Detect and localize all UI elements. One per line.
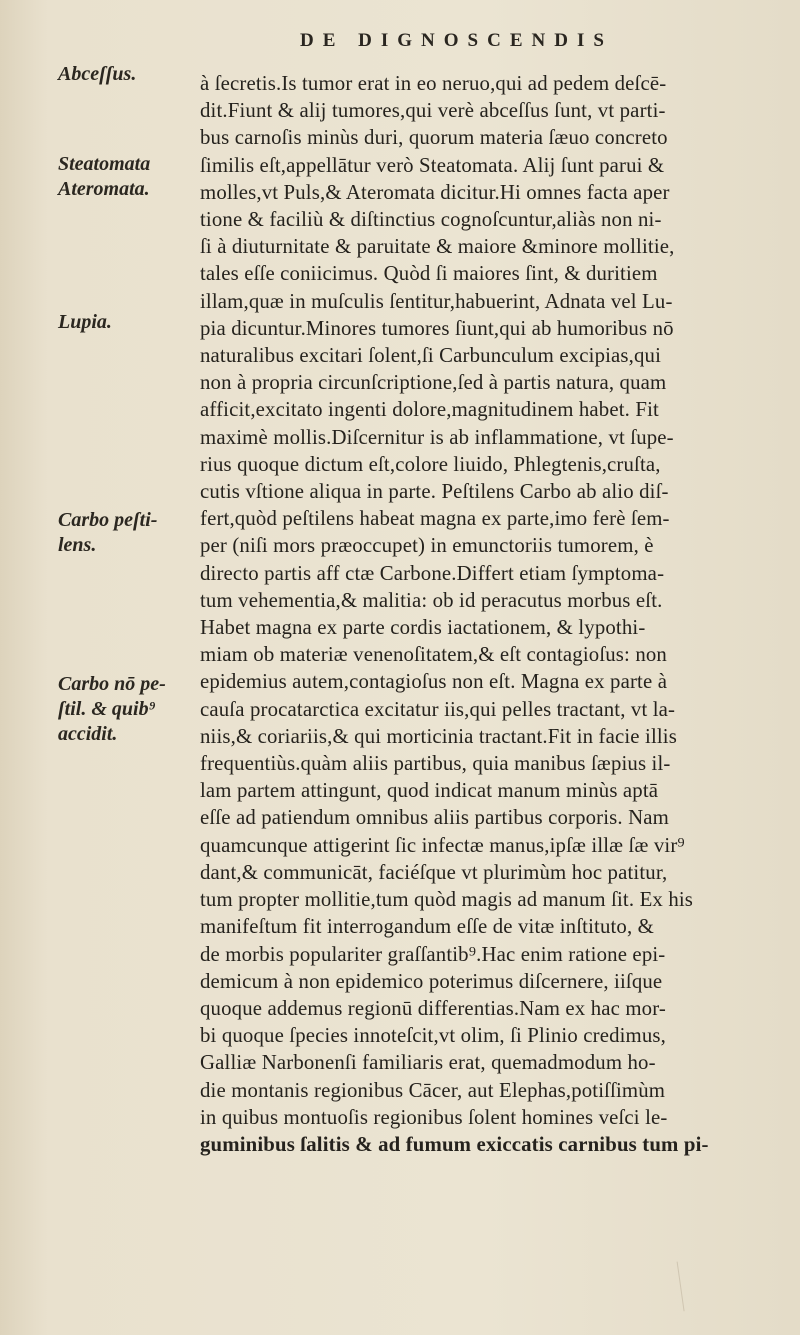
paper-crease bbox=[677, 1259, 705, 1311]
text-line: cauſa procatarctica excitatur iis,qui pelles tractant, vt la- bbox=[200, 697, 676, 721]
text-line: dant,& communicāt, faciéſque vt plurimùm hoc patitur, bbox=[200, 860, 668, 884]
text-line: rius quoque dictum eſt,colore liuido, Phlegtenis,cruſta, bbox=[200, 452, 661, 476]
running-head: DE DIGNOSCENDIS bbox=[300, 30, 613, 51]
margin-note-steatomata: Steatomata Ateromata. bbox=[58, 153, 151, 200]
text-line: eſſe ad patiendum omnibus aliis partibus corporis. Nam bbox=[200, 806, 670, 830]
text-line: cutis vſtione aliqua in parte. Peſtilens Carbo ab alio diſ- bbox=[200, 480, 669, 504]
text-line: ſimilis eſt,appellātur verò Steatomata. Alij ſunt parui & bbox=[200, 153, 665, 177]
text-line: bus carnoſis minùs duri, quorum materia ſæuo concreto bbox=[200, 126, 668, 150]
text-line: pia dicuntur.Minores tumores ſiunt,qui ab humoribus nō bbox=[200, 316, 674, 340]
text-line: dit.Fiunt & alij tumores,qui verè abceſſus ſunt, vt parti- bbox=[200, 99, 666, 123]
text-line: frequentiùs.quàm aliis partibus, quia manibus ſæpius il- bbox=[200, 752, 671, 776]
margin-notes bbox=[0, 0, 190, 1335]
text-line: illam,quæ in muſculis ſentitur,habuerint, Adnata vel Lu- bbox=[200, 289, 673, 313]
margin-note-carbo-non-pestilens: Carbo nō pe- ſtil. & quib⁹ accidit. bbox=[58, 673, 166, 745]
text-line: ſi à diuturnitate & paruitate & maiore &minore mollitie, bbox=[200, 235, 675, 259]
text-line: afficit,excitato ingenti dolore,magnitudinem habet. Fit bbox=[200, 398, 659, 422]
text-line: directo partis aff ctæ Carbone.Differt etiam ſymptoma- bbox=[200, 561, 665, 585]
text-line: de morbis populariter graſſantib⁹.Hac enim ratione epi- bbox=[200, 942, 666, 966]
margin-note-lupia: Lupia. bbox=[58, 311, 112, 333]
text-line: demicum à non epidemico poterimus diſcernere, iiſque bbox=[200, 969, 663, 993]
text-line: per (niſi mors præoccupet) in emunctoriis tumorem, è bbox=[200, 534, 654, 558]
text-line: miam ob materiæ venenoſitatem,& eſt contagioſus: non bbox=[200, 643, 667, 667]
body-text bbox=[200, 70, 780, 1158]
text-line: Habet magna ex parte cordis iactationem, & lypothi- bbox=[200, 616, 646, 640]
text-line: naturalibus excitari ſolent,ſi Carbunculum excipias,qui bbox=[200, 344, 662, 368]
text-line: quoque addemus regionū differentias.Nam ex hac mor- bbox=[200, 996, 666, 1020]
text-line: Galliæ Narbonenſi familiaris erat, quemadmodum ho- bbox=[200, 1051, 656, 1075]
text-line: molles,vt Puls,& Ateromata dicitur.Hi omnes facta aper bbox=[200, 180, 670, 204]
margin-note-carbo-pestilens: Carbo peſti- lens. bbox=[58, 509, 158, 556]
text-line: quamcunque attigerint ſic infectæ manus,ipſæ illæ ſæ vir⁹ bbox=[200, 833, 685, 857]
text-line: niis,& coriariis,& qui morticinia tractant.Fit in facie illis bbox=[200, 724, 677, 748]
text-line: manifeſtum fit interrogandum eſſe de vitæ inſtituto, & bbox=[200, 915, 654, 939]
text-line: maximè mollis.Diſcernitur is ab inflammatione, vt ſupe- bbox=[200, 425, 674, 449]
text-line: epidemius autem,contagioſus non eſt. Magna ex parte à bbox=[200, 670, 668, 694]
text-line: tum propter mollitie,tum quòd magis ad manum ſit. Ex his bbox=[200, 888, 694, 912]
text-line: die montanis regionibus Cācer, aut Elephas,potiſſimùm bbox=[200, 1078, 666, 1102]
text-line: tione & faciliù & diſtinctius cognoſcuntur,aliàs non ni- bbox=[200, 208, 662, 232]
text-line: fert,quòd peſtilens habeat magna ex parte,imo ferè ſem- bbox=[200, 507, 670, 531]
margin-note-abscessus: Abceſſus. bbox=[58, 63, 137, 85]
text-line: lam partem attingunt, quod indicat manum minùs aptā bbox=[200, 779, 659, 803]
text-line: non à propria circunſcriptione,ſed à partis natura, quam bbox=[200, 371, 667, 395]
text-line: guminibus ſalitis & ad fumum exiccatis carnibus tum pi- bbox=[200, 1132, 709, 1156]
text-line: tum vehementia,& malitia: ob id peracutus morbus eſt. bbox=[200, 588, 663, 612]
text-line: à ſecretis.Is tumor erat in eo neruo,qui ad pedem deſcē- bbox=[200, 72, 667, 95]
text-line: tales eſſe coniicimus. Quòd ſi maiores ſint, & duritiem bbox=[200, 262, 658, 286]
text-line: in quibus montuoſis regionibus ſolent homines veſci le- bbox=[200, 1105, 668, 1129]
text-line: bi quoque ſpecies innoteſcit,vt olim, ſi Plinio credimus, bbox=[200, 1024, 667, 1048]
